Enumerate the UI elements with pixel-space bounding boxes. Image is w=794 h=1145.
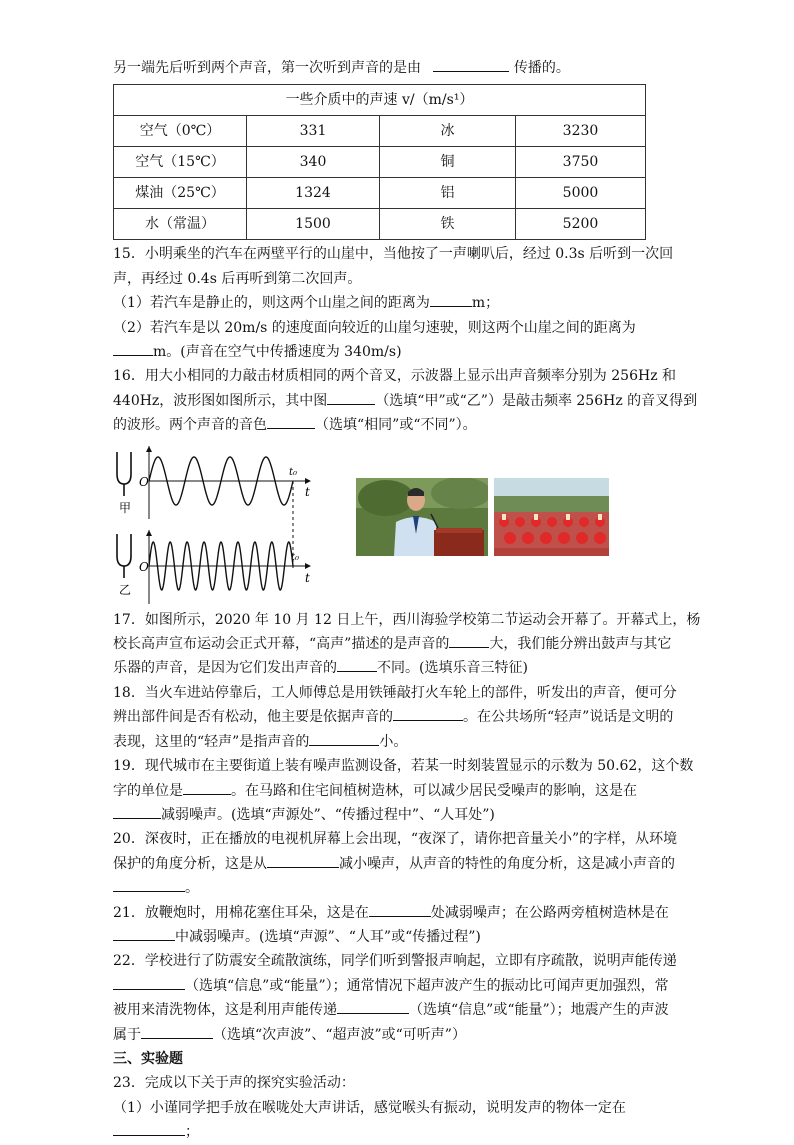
q16-text: 440Hz，波形图如图所示，其中图 bbox=[113, 392, 328, 409]
axes-jia bbox=[149, 446, 307, 519]
q20-blank-1[interactable] bbox=[267, 852, 339, 868]
origin-label: O bbox=[139, 474, 149, 489]
q21-text: 处减弱噪声；在公路两旁植树造林是在 bbox=[430, 904, 669, 921]
q23-line-2: （1）小谨同学把手放在喉咙处大声讲话，感觉喉头有振动，说明发声的物体一定在 bbox=[113, 1099, 626, 1116]
table-row bbox=[114, 147, 646, 178]
q17-blank-1[interactable] bbox=[449, 632, 489, 648]
answer-blank[interactable] bbox=[433, 56, 509, 72]
sound-speed-table bbox=[113, 84, 646, 240]
q19-text: 。在马路和住宅间植树造林，可以减少居民受噪声的影响，这是在 bbox=[231, 782, 637, 799]
principal-speech-photo bbox=[356, 478, 488, 556]
q15-blank-1[interactable] bbox=[430, 291, 472, 307]
table-cell: 煤油（25℃） bbox=[114, 178, 247, 209]
q15-line-1: 15．小明乘坐的汽车在两壁平行的山崖中，当他按了一声喇叭后，经过 0.3s 后听到一次回 bbox=[113, 246, 674, 263]
q18-line-1: 18．当火车进站停靠后，工人师傅总是用铁锤敲打火车轮上的部件，听发出的声音，便可分 bbox=[113, 684, 677, 701]
q21-blank-1[interactable] bbox=[369, 901, 431, 917]
t-arrow-icon bbox=[305, 563, 311, 569]
table-cell: 水（常温） bbox=[114, 209, 247, 240]
figure-row bbox=[113, 444, 683, 604]
intro-text: 另一端先后听到两个声音，第一次听到声音的是由 bbox=[113, 60, 421, 76]
q22-line-3 bbox=[113, 998, 683, 1022]
table-cell: 340 bbox=[247, 147, 380, 178]
q22-blank-2[interactable] bbox=[337, 998, 409, 1014]
table-row bbox=[114, 178, 646, 209]
q22-blank-1[interactable] bbox=[113, 974, 185, 990]
y-arrow-icon bbox=[146, 446, 152, 452]
table-cell: 1324 bbox=[247, 178, 380, 209]
q22-line-2 bbox=[113, 974, 683, 998]
section-heading: 三、实验题 bbox=[113, 1050, 183, 1067]
t-label: t bbox=[305, 484, 310, 499]
q17-line-1: 17．如图所示，2020 年 10 月 12 日上午，西川海验学校第二节运动会开幕了。开幕式上，杨 bbox=[113, 611, 701, 628]
q15-line-5 bbox=[113, 340, 683, 364]
q18-text: 辨出部件间是否有松动，他主要是依据声音的 bbox=[113, 709, 393, 726]
q17-blank-2[interactable] bbox=[337, 656, 377, 672]
table-cell: 铜 bbox=[380, 147, 516, 178]
table-cell: 5200 bbox=[516, 209, 646, 240]
q22-text: （选填“次声波”、“超声波”或“可听声”） bbox=[213, 1026, 466, 1043]
q17-text: 不同。(选填乐音三特征) bbox=[377, 660, 528, 677]
q15-line-4: （2）若汽车是以 20m/s 的速度面向较近的山崖匀速驶，则这两个山崖之间的距离为 bbox=[113, 319, 636, 336]
table-row bbox=[114, 209, 646, 240]
table-cell: 5000 bbox=[516, 178, 646, 209]
q16-line-2 bbox=[113, 389, 698, 413]
t-arrow-icon bbox=[305, 478, 311, 484]
q16-line-3 bbox=[113, 413, 683, 437]
intro-text-end: 传播的。 bbox=[513, 60, 570, 76]
q18-blank-2[interactable] bbox=[309, 730, 379, 746]
table-cell: 铝 bbox=[380, 178, 516, 209]
q22-line-4 bbox=[113, 1023, 683, 1047]
table-title: 一些介质中的声速 v/（m/s¹） bbox=[114, 85, 646, 116]
q19-blank-1[interactable] bbox=[183, 779, 231, 795]
q20-text: 减小噪声，从声音的特性的角度分析，这是减小声音的 bbox=[339, 855, 675, 872]
q23-line-1: 23．完成以下关于声的探究实验活动： bbox=[113, 1075, 355, 1092]
q19-text: 减弱噪声。(选填“声源处”、“传播过程中”、“人耳处”) bbox=[161, 806, 495, 823]
q19-line-3 bbox=[113, 803, 683, 827]
q20-text: 。 bbox=[185, 880, 199, 897]
tuning-fork-icon-yi bbox=[117, 534, 131, 578]
table-cell: 铁 bbox=[380, 209, 516, 240]
q15-text: （1）若汽车是静止的，则这两个山崖之间的距离为 bbox=[113, 295, 430, 312]
q15-line-2: 声，再经过 0.4s 后再听到第二次回声。 bbox=[113, 270, 362, 287]
q16-line-1: 16．用大小相同的力敲击材质相同的两个音叉，示波器上显示出声音频率分别为 256Hz 和 bbox=[113, 368, 677, 385]
q23-line-3 bbox=[113, 1120, 683, 1144]
q16-text: （选填“甲”或“乙”）是敲击频率 256Hz 的音叉得到 bbox=[375, 392, 698, 409]
q21-text: 21．放鞭炮时，用棉花塞住耳朵，这是在 bbox=[113, 904, 369, 921]
table-cell: 冰 bbox=[380, 116, 516, 147]
drum-performance-photo bbox=[494, 478, 609, 556]
oscilloscope-waveform-figure bbox=[113, 444, 323, 604]
intro-line bbox=[113, 56, 683, 80]
q21-line-2 bbox=[113, 925, 683, 949]
q21-blank-2[interactable] bbox=[113, 925, 175, 941]
q22-line-1: 22．学校进行了防震安全疏散演练，同学们听到警报声响起，立即有序疏散，说明声能传递 bbox=[113, 953, 677, 970]
q17-text: 大，我们能分辨出鼓声与其它 bbox=[489, 636, 672, 653]
table-cell: 3750 bbox=[516, 147, 646, 178]
q19-line-1: 19．现代城市在主要街道上装有噪声监测设备，若某一时刻装置显示的示数为 50.62，这个数 bbox=[113, 758, 694, 775]
t-label: t bbox=[305, 570, 310, 585]
q16-blank-2[interactable] bbox=[267, 413, 315, 429]
q21-text: 中减弱噪声。(选填“声源”、“人耳”或“传播过程”) bbox=[175, 928, 481, 945]
q22-text: （选填“信息”或“能量”）；地震产生的声波 bbox=[409, 1002, 669, 1019]
q15-text: m。(声音在空气中传播速度为 340m/s) bbox=[153, 344, 402, 361]
q21-line-1 bbox=[113, 901, 683, 925]
q20-blank-2[interactable] bbox=[113, 876, 185, 892]
q16-text: （选填“相同”或“不同”）。 bbox=[315, 417, 477, 434]
q15-line-3 bbox=[113, 291, 683, 315]
q18-text: 表现，这里的“轻声”是指声音的 bbox=[113, 733, 310, 750]
q20-line-1: 20．深夜时，正在播放的电视机屏幕上会出现，“夜深了，请你把音量关小”的字样，从环境 bbox=[113, 831, 678, 848]
q20-line-3 bbox=[113, 876, 683, 900]
tuning-fork-icon-jia bbox=[117, 452, 131, 496]
label-jia: 甲 bbox=[119, 500, 132, 515]
q17-text: 校长高声宣布运动会正式开幕，“高声”描述的是声音的 bbox=[113, 636, 450, 653]
q15-text: m； bbox=[471, 295, 500, 312]
q15-blank-2[interactable] bbox=[113, 340, 153, 356]
q17-text: 乐器的声音，是因为它们发出声音的 bbox=[113, 660, 337, 677]
table-cell: 空气（15℃） bbox=[114, 147, 247, 178]
y-arrow-icon bbox=[146, 530, 152, 536]
origin-label: O bbox=[139, 559, 149, 574]
table-cell: 3230 bbox=[516, 116, 646, 147]
q18-blank-1[interactable] bbox=[393, 705, 463, 721]
q22-text: 属于 bbox=[113, 1026, 141, 1043]
q17-line-3 bbox=[113, 656, 683, 680]
label-yi: 乙 bbox=[119, 582, 132, 597]
q16-text: 的波形。两个声音的音色 bbox=[113, 417, 267, 434]
q23-text: ； bbox=[185, 1124, 199, 1141]
table-cell: 1500 bbox=[247, 209, 380, 240]
q17-line-2 bbox=[113, 632, 683, 656]
q18-line-3 bbox=[113, 730, 683, 754]
q18-line-2 bbox=[113, 705, 683, 729]
q22-text: 被用来清洗物体，这是利用声能传递 bbox=[113, 1002, 337, 1019]
worksheet-page bbox=[113, 56, 701, 1145]
q18-text: 。在公共场所“轻声”说话是文明的 bbox=[463, 709, 674, 726]
q19-line-2 bbox=[113, 779, 683, 803]
q20-text: 保护的角度分析，这是从 bbox=[113, 855, 267, 872]
q20-line-2 bbox=[113, 852, 683, 876]
t0-label: t₀ bbox=[291, 551, 300, 563]
q16-blank-1[interactable] bbox=[327, 389, 375, 405]
table-row bbox=[114, 116, 646, 147]
q19-text: 字的单位是 bbox=[113, 782, 183, 799]
table-cell: 331 bbox=[247, 116, 380, 147]
t0-label: t₀ bbox=[289, 466, 298, 478]
table-cell: 空气（0℃） bbox=[114, 116, 247, 147]
q22-text: （选填“信息”或“能量”）；通常情况下超声波产生的振动比可闻声更加强烈，常 bbox=[185, 977, 669, 994]
axes-yi bbox=[149, 530, 307, 604]
q18-text: 小。 bbox=[379, 733, 408, 750]
q22-blank-3[interactable] bbox=[141, 1023, 213, 1039]
q19-blank-2[interactable] bbox=[113, 803, 161, 819]
